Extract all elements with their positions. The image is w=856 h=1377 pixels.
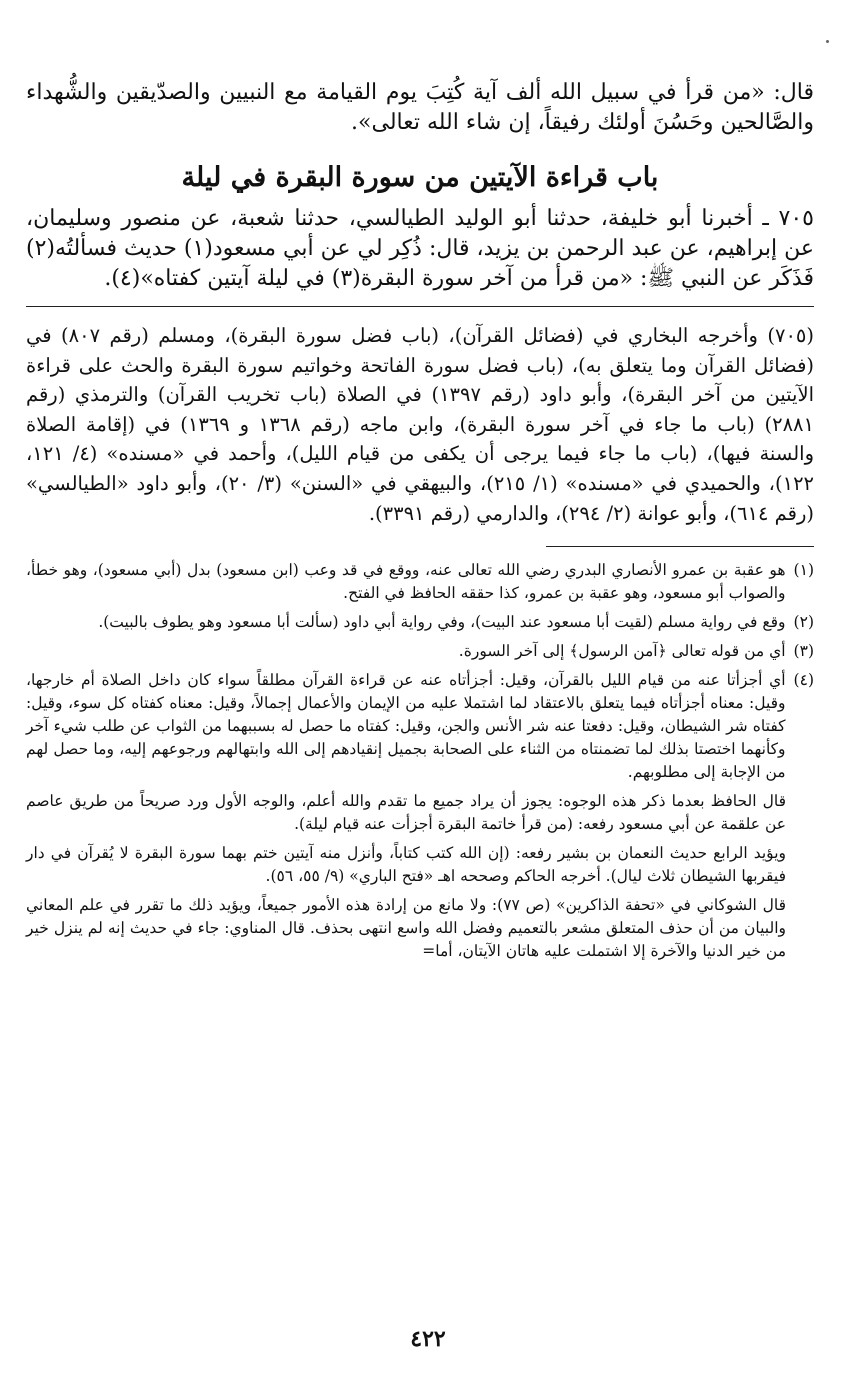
hadith-705: ٧٠٥ ـ أخبرنا أبو خليفة، حدثنا أبو الوليد الطيالسي، حدثنا شعبة، عن منصور وسليمان، عن إبراهيم، عن عبد الرحمن بن يزيد، قال: ذُكِر لي عن أبي مسعود(١) حديث فسألتُه(٢) فَذَكَر عن النبي ﷺ: «من قرأ من آخر سورة البقرة(٣) في ليلة آيتين كفتاه»(٤). [26, 206, 814, 291]
footnote-rule [546, 546, 814, 547]
footnote-text: وقع في رواية مسلم (لقيت أبا مسعود عند البيت)، وفي رواية أبي داود (سألت أبا مسعود وهو يطوف بالبيت). [98, 613, 786, 632]
footnote-text: أي من قوله تعالى ﴿آمن الرسول﴾ إلى آخر السورة. [458, 642, 786, 661]
footnote-number: (٢) [793, 613, 814, 632]
footnote-4-shawkani: قال الشوكاني في «تحفة الذاكرين» (ص ٧٧): ولا مانع من إرادة هذه الأمور جميعاً، ويؤيد ذلك ما تقرر في علم المعاني والبيان من أن حذف المتعلق مشعر بالتعميم وفضل الله واسع انتهى بحذف. قال المناوي: جاء في حديث إنه لم ينزل خير من خير الدنيا والآخرة إلا اشتملت عليه هاتان الآيتان، أما= [26, 896, 786, 961]
footnote-2 [26, 611, 814, 634]
footnote-number: (٣) [793, 642, 814, 661]
footnote-number: (٤) [793, 671, 814, 690]
footnote-4-numan: ويؤيد الرابع حديث النعمان بن بشير رفعه: (إن الله كتب كتاباً، وأنزل منه آيتين ختم بهما سورة البقرة لا يُقرآن في دار فيقربها الشيطان ثلاث ليال). أخرجه الحاكم وصححه اهـ «فتح الباري» (٩/ ٥٥، ٥٦). [26, 844, 786, 886]
footnote-1 [26, 559, 814, 605]
page-number: ٤٢٢ [410, 1326, 446, 1352]
separator-rule [26, 306, 814, 307]
chapter-heading: باب قراءة الآيتين من سورة البقرة في ليلة [181, 162, 659, 193]
footnote-4-hafiz: قال الحافظ بعدما ذكر هذه الوجوه: يجوز أن يراد جميع ما تقدم والله أعلم، والوجه الأول ورد صريحاً من طريق عاصم عن علقمة عن أبي مسعود رفعه: (من قرأ خاتمة البقرة أجزأت عنه قيام ليلة). [26, 792, 786, 834]
footnotes [26, 559, 814, 963]
scan-dot [826, 40, 829, 43]
footnote-4 [26, 669, 814, 784]
takhrij-paragraph: (٧٠٥) وأخرجه البخاري في (فضائل القرآن)، (باب فضل سورة البقرة)، ومسلم (رقم ٨٠٧) في (فضائل القرآن وما يتعلق به)، (باب فضل سورة الفاتحة وخواتيم سورة البقرة والحث على قراءة الآيتين من آخر البقرة)، وأبو داود (رقم ١٣٩٧) في الصلاة (باب تخريب القرآن) والترمذي (رقم ٢٨٨١) (باب ما جاء في آخر سورة البقرة)، وابن ماجه (رقم ١٣٦٨ و ١٣٦٩) في (إقامة الصلاة والسنة فيها)، (باب ما جاء فيما يرجى أن يكفى من قيام الليل)، وأحمد في «مسنده» (٤/ ١٢١، ١٢٢)، والحميدي في «مسنده» (١/ ٢١٥)، والبيهقي في «السنن» (٣/ ٢٠)، وأبو داود «الطيالسي» (رقم ٦١٤)، وأبو عوانة (٢/ ٢٩٤)، والدارمي (رقم ٣٣٩١). [26, 324, 815, 525]
footnote-3 [26, 640, 814, 663]
footnote-number: (١) [793, 561, 814, 580]
intro-paragraph: قال: «من قرأ في سبيل الله ألف آية كُتِبَ يوم القيامة مع النبيين والصدّيقين والشُّهداء والصَّالحين وحَسُنَ أولئك رفيقاً، إن شاء الله تعالى». [26, 80, 814, 135]
footnote-text: هو عقبة بن عمرو الأنصاري البدري رضي الله تعالى عنه، ووقع في قد وعب (ابن مسعود) بدل (أبي مسعود)، وهو خطأ، والصواب أبو مسعود، وهو عقبة بن عمرو، كذا حققه الحافظ في الفتح. [26, 561, 786, 603]
footnote-text: أي أجزأتا عنه من قيام الليل بالقرآن، وقيل: أجزأتاه عنه عن قراءة القرآن مطلقاً سواء كان داخل الصلاة أم خارجها، وقيل: معناه أجزأتاه فيما يتعلق بالاعتقاد لما اشتملا عليه من الإيمان والأعمال إجمالاً، وقيل: معناه كفتاه كل سوء، وقيل: كفتاه شر الشيطان، وقيل: دفعتا عنه شر الأنس والجن، وقيل: كفتاه ما حصل له بسببهما من الثواب عن طلب شيء آخر وكأنهما اختصتا بذلك لما تضمنتاه من الثناء على الصحابة بجميل إنقيادهم إلى الله وابتهالهم ورجوعهم إليه، وما حصل لهم من الإجابة إلى مطلوبهم. [26, 671, 786, 782]
